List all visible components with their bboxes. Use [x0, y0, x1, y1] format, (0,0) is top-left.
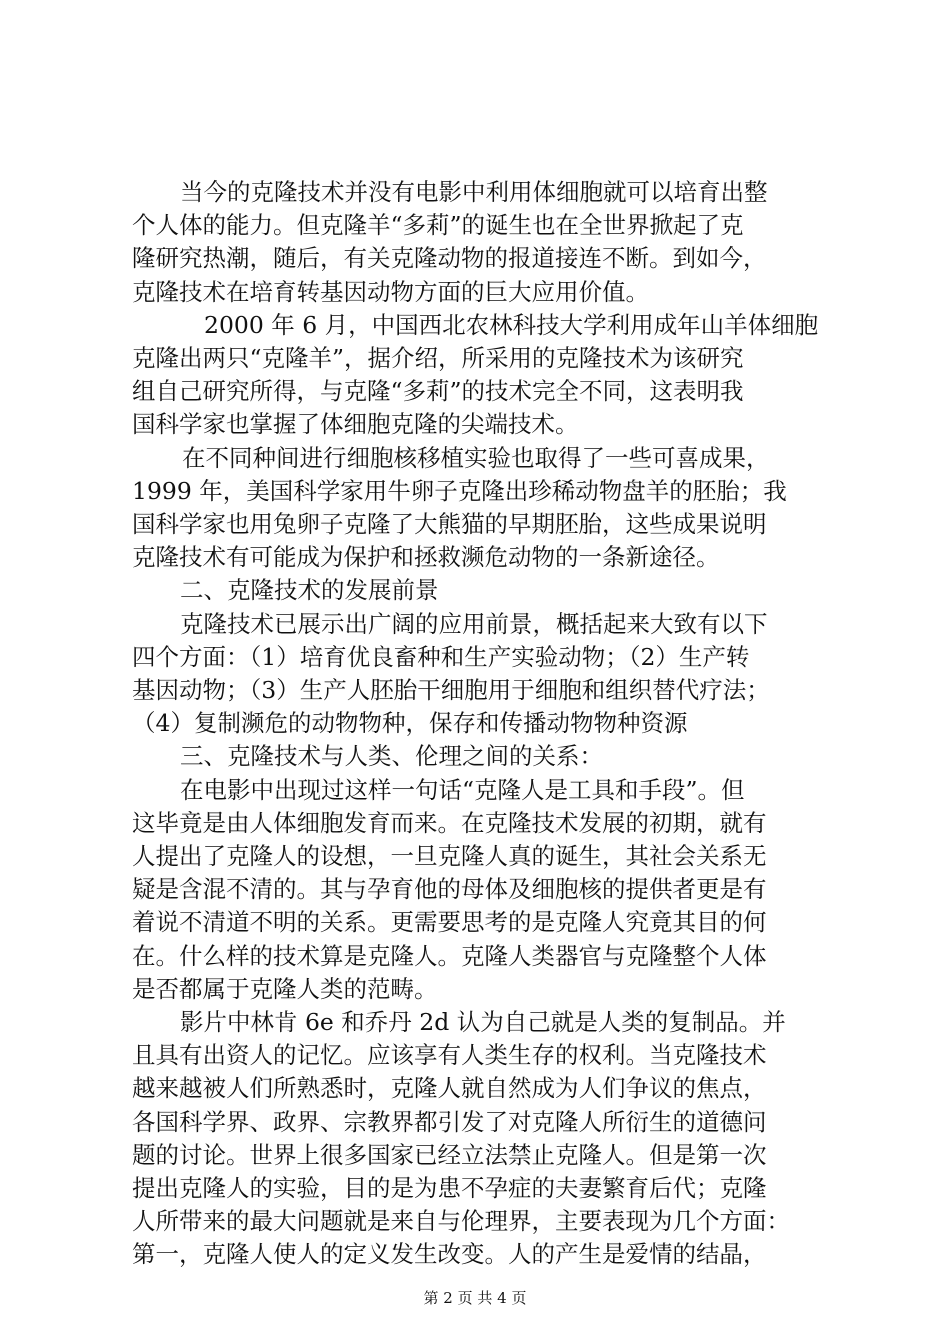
text-line: 第一，克隆人使人的定义发生改变。人的产生是爱情的结晶， — [132, 1240, 767, 1269]
text-line: 疑是含混不清的。其与孕育他的母体及细胞核的提供者更是有 — [132, 875, 767, 904]
text-line: 影片中林肯 6e 和乔丹 2d 认为自己就是人类的复制品。并 — [180, 1008, 786, 1036]
text-line: 二、克隆技术的发展前景 — [180, 576, 439, 605]
text-line: 人所带来的最大问题就是来自与伦理界，主要表现为几个方面： — [132, 1207, 790, 1236]
text-line: 三、克隆技术与人类、伦理之间的关系： — [180, 742, 603, 771]
text-line: （4）复制濒危的动物物种，保存和传播动物物种资源 — [132, 709, 688, 738]
text-line: 提出克隆人的实验，目的是为患不孕症的夫妻繁育后代；克隆 — [132, 1174, 767, 1202]
text-line: 题的讨论。世界上很多国家已经立法禁止克隆人。但是第一次 — [132, 1140, 767, 1169]
text-line: 国科学家也掌握了体细胞克隆的尖端技术。 — [132, 410, 579, 439]
text-line: 克隆技术在培育转基因动物方面的巨大应用价值。 — [132, 277, 649, 306]
text-line: 基因动物；（3）生产人胚胎干细胞用于细胞和组织替代疗法； — [132, 676, 770, 704]
text-line: 当今的克隆技术并没有电影中利用体细胞就可以培育出整 — [180, 178, 768, 206]
text-line: 隆研究热潮，随后，有关克隆动物的报道接连不断。到如今， — [132, 244, 767, 273]
page-number-label: 第 2 页 共 4 页 — [423, 1289, 527, 1307]
text-line: 在。什么样的技术算是克隆人。克隆人类器官与克隆整个人体 — [132, 941, 767, 970]
text-line: 是否都属于克隆人类的范畴。 — [132, 974, 438, 1003]
text-line: 组自己研究所得，与克隆“多莉”的技术完全不同，这表明我 — [132, 377, 744, 406]
text-line: 在不同种间进行细胞核移植实验也取得了一些可喜成果， — [182, 443, 770, 472]
text-line: 1999 年，美国科学家用牛卵子克隆出珍稀动物盘羊的胚胎；我 — [132, 476, 787, 505]
text-line: 着说不清道不明的关系。更需要思考的是克隆人究竟其目的何 — [132, 908, 767, 937]
text-line: 越来越被人们所熟悉时，克隆人就自然成为人们争议的焦点， — [132, 1074, 767, 1103]
text-line: 克隆出两只“克隆羊”，据介绍，所采用的克隆技术为该研究 — [132, 344, 744, 372]
text-line: 各国科学界、政界、宗教界都引发了对克隆人所衍生的道德问 — [132, 1107, 767, 1136]
page-footer — [0, 1288, 950, 1308]
text-line: 人提出了克隆人的设想，一旦克隆人真的诞生，其社会关系无 — [132, 842, 767, 870]
text-line: 国科学家也用兔卵子克隆了大熊猫的早期胚胎，这些成果说明 — [132, 510, 767, 538]
text-line: 四个方面：（1）培育优良畜种和生产实验动物；（2）生产转 — [132, 642, 750, 671]
text-line: 个人体的能力。但克隆羊“多莉”的诞生也在全世界掀起了克 — [132, 211, 744, 240]
text-line: 这毕竟是由人体细胞发育而来。在克隆技术发展的初期，就有 — [132, 808, 767, 837]
text-line: 克隆技术已展示出广阔的应用前景，概括起来大致有以下 — [180, 609, 768, 638]
text-line: 在电影中出现过这样一句话“克隆人是工具和手段”。但 — [180, 775, 745, 804]
text-line: 且具有出资人的记忆。应该享有人类生存的权利。当克隆技术 — [132, 1041, 767, 1070]
text-line: 克隆技术有可能成为保护和拯救濒危动物的一条新途径。 — [132, 543, 720, 572]
text-line: 2000 年 6 月，中国西北农林科技大学利用成年山羊体细胞 — [204, 310, 819, 339]
